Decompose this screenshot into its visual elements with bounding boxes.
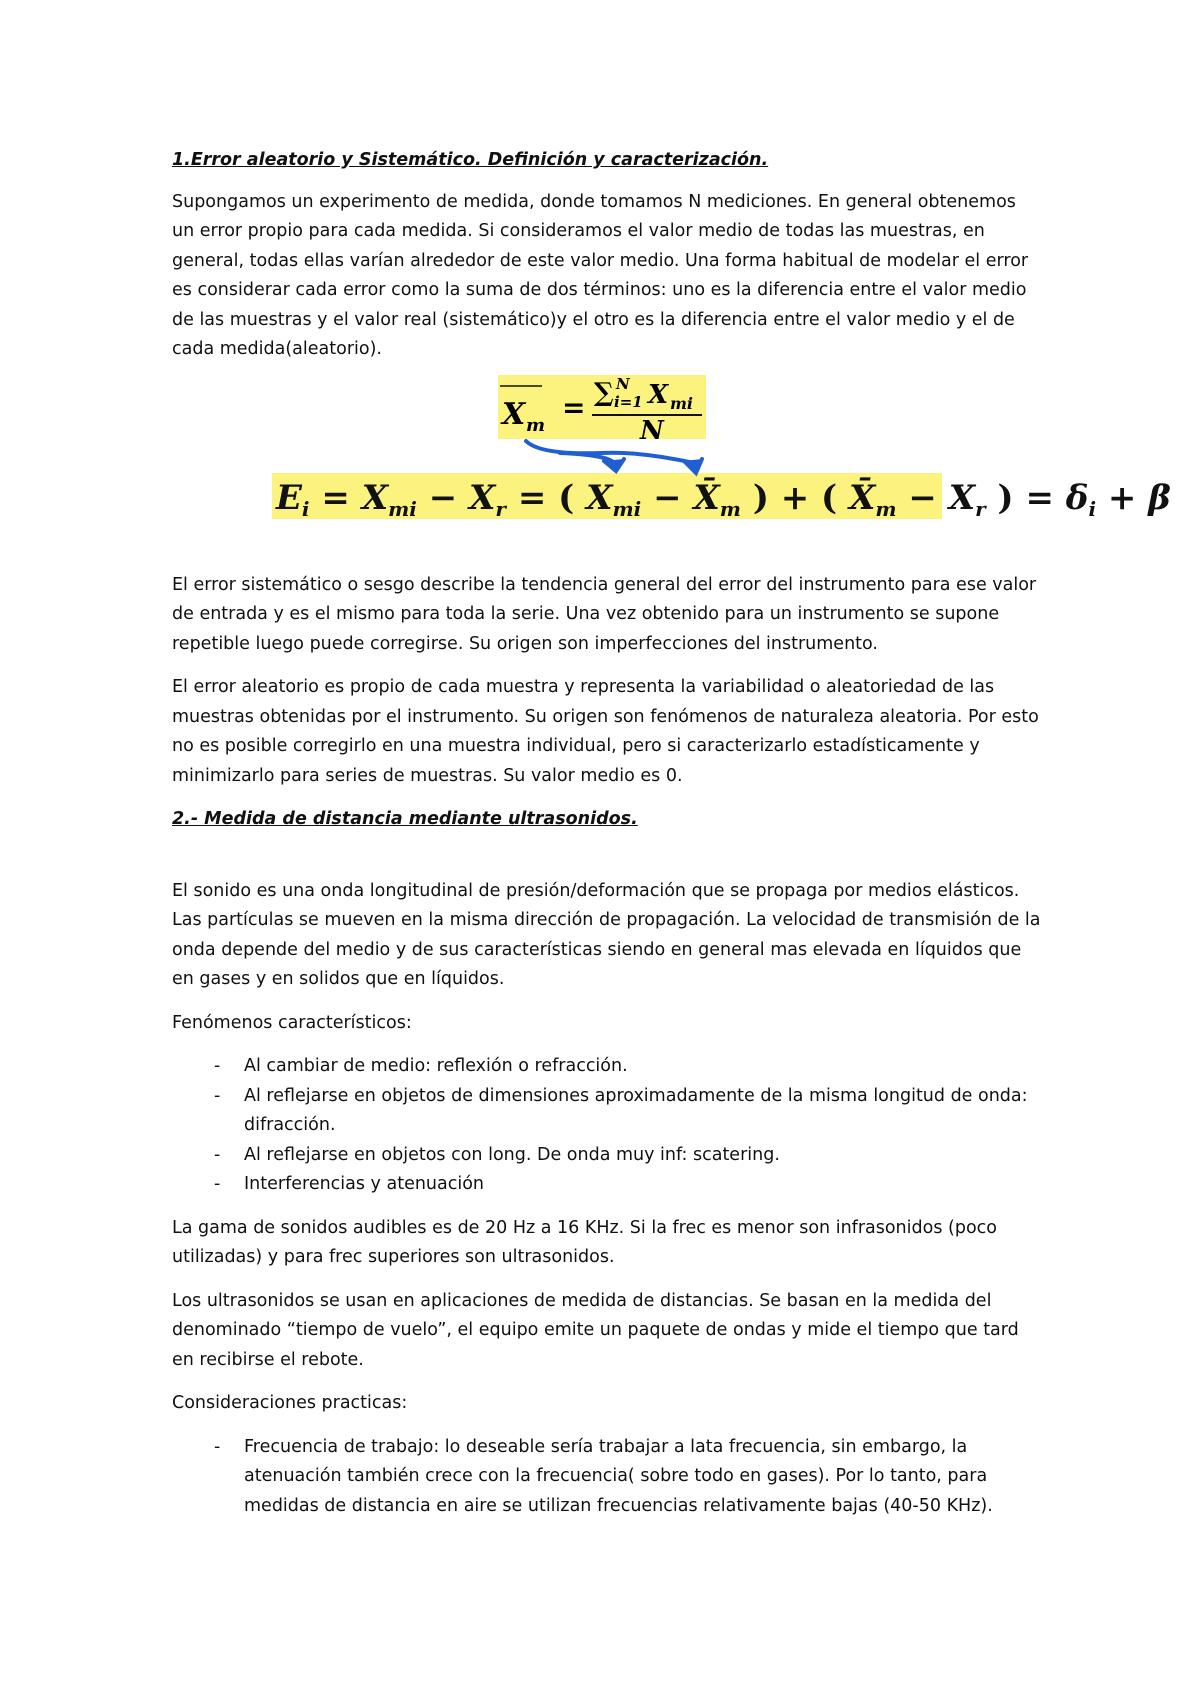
list-dash: -	[214, 1174, 221, 1194]
blank-line	[172, 847, 1042, 877]
svg-text:=: =	[562, 390, 586, 424]
mean-lhs-sub: m	[526, 414, 546, 436]
section1-paragraph-2: El error sistemático o sesgo describe la tendencia general del error del instrumento para ese valor de entrada y es el mismo para toda la serie. Una vez obtenido para un instrumento se supone repetible luego puede corregirse. Su origen son imperfecciones del instrumento.	[172, 574, 1037, 654]
error-formula	[172, 374, 1171, 557]
formula-graphic	[0, 369, 1200, 559]
list-item: - Interferencias y atenuación	[172, 1170, 1042, 1200]
mean-sum-sub: i=1	[614, 392, 643, 411]
section1-paragraph-3: El error aleatorio es propio de cada muestra y representa la variabilidad o aleatoriedad de las muestras obtenidas por el instrumento. Su origen son fenómenos de naturaleza aleatoria. Por esto no es posible corregirlo en una muestra individual, pero si caracterizarlo estadísticamente y minimizarlo para series de muestras. Su valor medio es 0.	[172, 677, 1039, 786]
blue-arrows	[526, 441, 702, 473]
list-item: - Al reflejarse en objetos con long. De onda muy inf: scatering.	[172, 1141, 1042, 1171]
considerations-list	[172, 1433, 1042, 1522]
list-dash: -	[214, 1056, 221, 1076]
section2-paragraph-3: Los ultrasonidos se usan en aplicaciones de medida de distancias. Se basan en la medida del denominado “tiempo de vuelo”, el equipo emite un paquete de ondas y mide el tiempo que tard en recibirse el rebote.	[172, 1290, 1019, 1370]
mean-term-sub: mi	[670, 393, 694, 413]
phenomena-list	[172, 1052, 1042, 1200]
list-dash: -	[214, 1436, 221, 1457]
considerations-title: Consideraciones practicas:	[172, 1393, 408, 1413]
list-item: - Frecuencia de trabajo: lo deseable sería trabajar a lata frecuencia, sin embargo, la atenuación también crece con la frecuencia( sobre todo en gases). Por lo tanto, para medidas de distancia en aire se utilizan frecuencias relativamente bajas (40-50 KHz).	[172, 1433, 1042, 1522]
mean-lhs: X	[502, 396, 526, 432]
list-item: - Al reflejarse en objetos de dimensiones aproximadamente de la misma longitud de onda: difracción.	[172, 1082, 1042, 1141]
mean-term: X	[648, 379, 669, 410]
mean-sum-symbol: ∑	[594, 377, 614, 408]
mean-sum-sup: N	[616, 374, 630, 393]
phenomena-title: Fenómenos característicos:	[172, 1012, 412, 1033]
svg-text:Ei =: $E_i$ = $X_{mi}$ − $X_r$ = ( $X_{mi}$ − $X̄_m$ ) + ( $X̄_m$ − $X_r$ ) = $\delta_i$ + β	[276, 477, 1171, 521]
section2-heading: 2.- Medida de distancia mediante ultrasonidos.	[172, 809, 638, 829]
section1-heading: 1.Error aleatorio y Sistemático. Definición y caracterización.	[172, 150, 769, 170]
list-item: - Al cambiar de medio: reflexión o refracción.	[172, 1052, 1042, 1082]
list-dash: -	[214, 1144, 221, 1165]
mean-denominator: N	[640, 415, 664, 446]
section1-paragraph-1: Supongamos un experimento de medida, donde tomamos N mediciones. En general obtenemos un error propio para cada medida. Si consideramos el valor medio de todas las muestras, en general, todas ellas varían alrededor de este valor medio. Una forma habitual de modelar el error es considerar cada error como la suma de dos términos: uno es la diferencia entre el valor medio de las muestras y el valor real (sistemático)y el otro es la diferencia entre el valor medio y el de cada medida(aleatorio).	[172, 191, 1029, 359]
section2-paragraph-1: El sonido es una onda longitudinal de presión/deformación que se propaga por medios elásticos. Las partículas se mueven en la misma dirección de propagación. La velocidad de transmisión de la onda depende del medio y de sus características siendo en general mas elevada en líquidos que en gases y en solidos que en líquidos.	[172, 880, 1041, 989]
section2-paragraph-2: La gama de sonidos audibles es de 20 Hz a 16 KHz. Si la frec es menor son infrasonidos (poco utilizadas) y para frec superiores son ultrasonidos.	[172, 1217, 997, 1267]
list-dash: -	[214, 1085, 221, 1106]
document-content	[172, 146, 1171, 1535]
